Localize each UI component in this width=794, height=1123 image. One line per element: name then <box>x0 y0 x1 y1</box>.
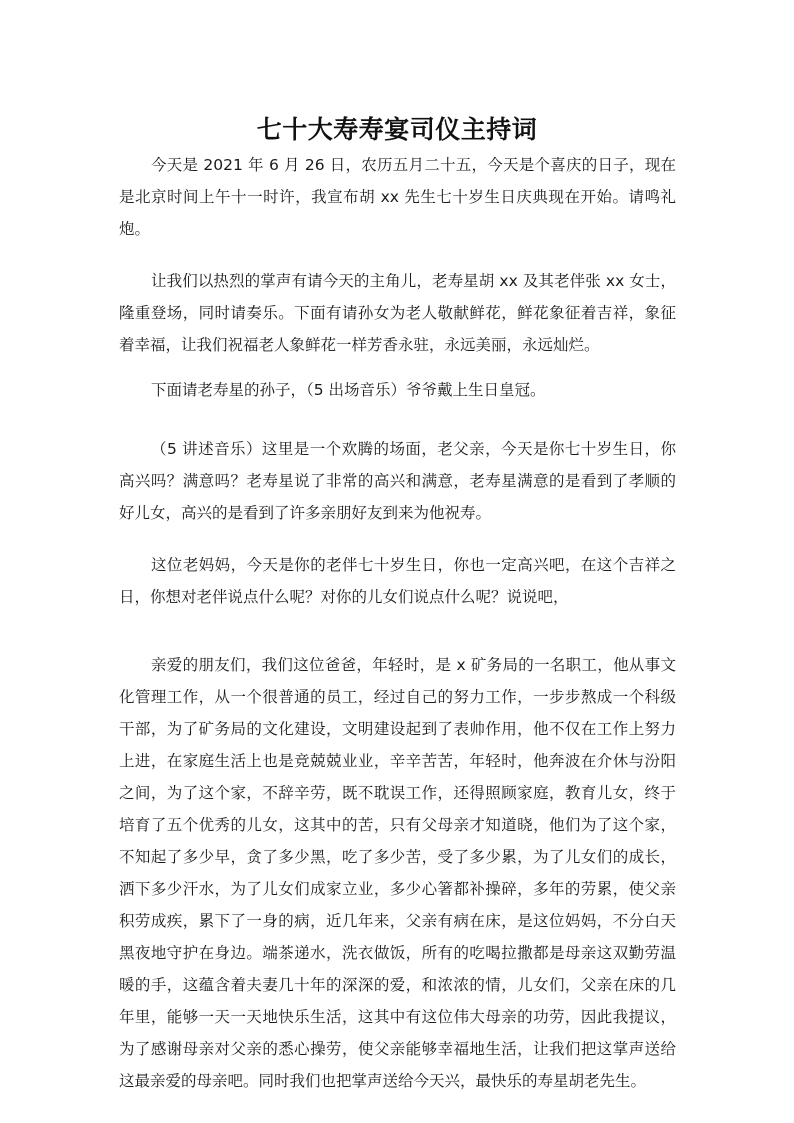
paragraph-line: 上进，在家庭生活上也是竞兢兢业业，辛辛苦苦，年轻时，他奔波在介休与汾阳 <box>119 752 676 770</box>
paragraph-line: 让我们以热烈的掌声有请今天的主角儿，老寿星胡 xx 及其老伴张 xx 女士， <box>151 272 676 290</box>
paragraph <box>119 265 676 361</box>
paragraph-line: 今天是 2021 年 6 月 26 日，农历五月二十五，今天是个喜庆的日子，现在 <box>151 156 676 174</box>
paragraph-line: 这位老妈妈，今天是你的老伴七十岁生日，你也一定高兴吧，在这个吉祥之 <box>151 556 676 574</box>
paragraph-line: 黑夜地守护在身边。端茶递水，洗衣做饭，所有的吃喝拉撒都是母亲这双勤劳温 <box>119 944 676 962</box>
paragraph-line: 隆重登场，同时请奏乐。下面有请孙女为老人敬献鲜花，鲜花象征着吉祥，象征 <box>119 304 676 322</box>
paragraph-line: 高兴吗？满意吗？老寿星说了非常的高兴和满意，老寿星满意的是看到了孝顺的 <box>119 472 676 490</box>
paragraph-line: 化管理工作，从一个很普通的员工，经过自己的努力工作，一步步熬成一个科级 <box>119 688 676 706</box>
paragraph-line: 炮。 <box>119 220 151 238</box>
paragraph <box>119 374 676 406</box>
paragraph-line: 日，你想对老伴说点什么呢？对你的儿女们说点什么呢？说说吧， <box>119 588 569 606</box>
paragraph <box>119 149 676 245</box>
paragraph-line: 暖的手，这蕴含着夫妻几十年的深深的爱，和浓浓的情，儿女们，父亲在床的几 <box>119 976 676 994</box>
paragraph-line: 洒下多少汗水，为了儿女们成家立业，多少心箸都补操碎，多年的劳累，使父亲 <box>119 880 676 898</box>
paragraph-line: 是北京时间上午十一时许，我宣布胡 xx 先生七十岁生日庆典现在开始。请鸣礼 <box>119 188 676 206</box>
paragraph <box>119 433 676 529</box>
paragraph-line: 好儿女，高兴的是看到了许多亲朋好友到来为他祝寿。 <box>119 504 492 522</box>
paragraph-line: 着幸福，让我们祝福老人象鲜花一样芳香永驻，永远美丽，永远灿烂。 <box>119 336 600 354</box>
paragraph-line: 不知起了多少早，贪了多少黑，吃了多少苦，受了多少累，为了儿女们的成长， <box>119 848 676 866</box>
paragraph <box>119 549 676 613</box>
paragraph-line: 为了感谢母亲对父亲的悉心操劳，使父亲能够幸福地生活，让我们把这掌声送给 <box>119 1040 676 1058</box>
paragraph-line: 干部，为了矿务局的文化建设，文明建设起到了表帅作用，他不仅在工作上努力 <box>119 720 676 738</box>
paragraph-line: 之间，为了这个家，不辞辛劳，既不耽误工作，还得照顾家庭，教育儿女，终于 <box>119 784 676 802</box>
paragraph-line: 积劳成疾，累下了一身的病，近几年来，父亲有病在床，是这位妈妈，不分白天 <box>119 912 676 930</box>
paragraph-line: 亲爱的朋友们，我们这位爸爸，年轻时，是 x 矿务局的一名职工，他从事文 <box>151 656 676 674</box>
paragraph <box>119 649 676 1097</box>
paragraph-line: 这最亲爱的母亲吧。同时我们也把掌声送给今天兴，最快乐的寿星胡老先生。 <box>119 1072 647 1090</box>
document-title: 七十大寿寿宴司仪主持词 <box>256 115 538 144</box>
paragraph-line: 下面请老寿星的孙子，（5 出场音乐）爷爷戴上生日皇冠。 <box>151 381 546 399</box>
paragraph-line: 年里，能够一天一天地快乐生活，这其中有这位伟大母亲的功劳，因此我提议， <box>119 1008 676 1026</box>
paragraph-line: （5 讲述音乐）这里是一个欢腾的场面，老父亲，今天是你七十岁生日，你 <box>151 440 676 458</box>
paragraph-line: 培育了五个优秀的儿女，这其中的苦，只有父母亲才知道晓，他们为了这个家， <box>119 816 676 834</box>
